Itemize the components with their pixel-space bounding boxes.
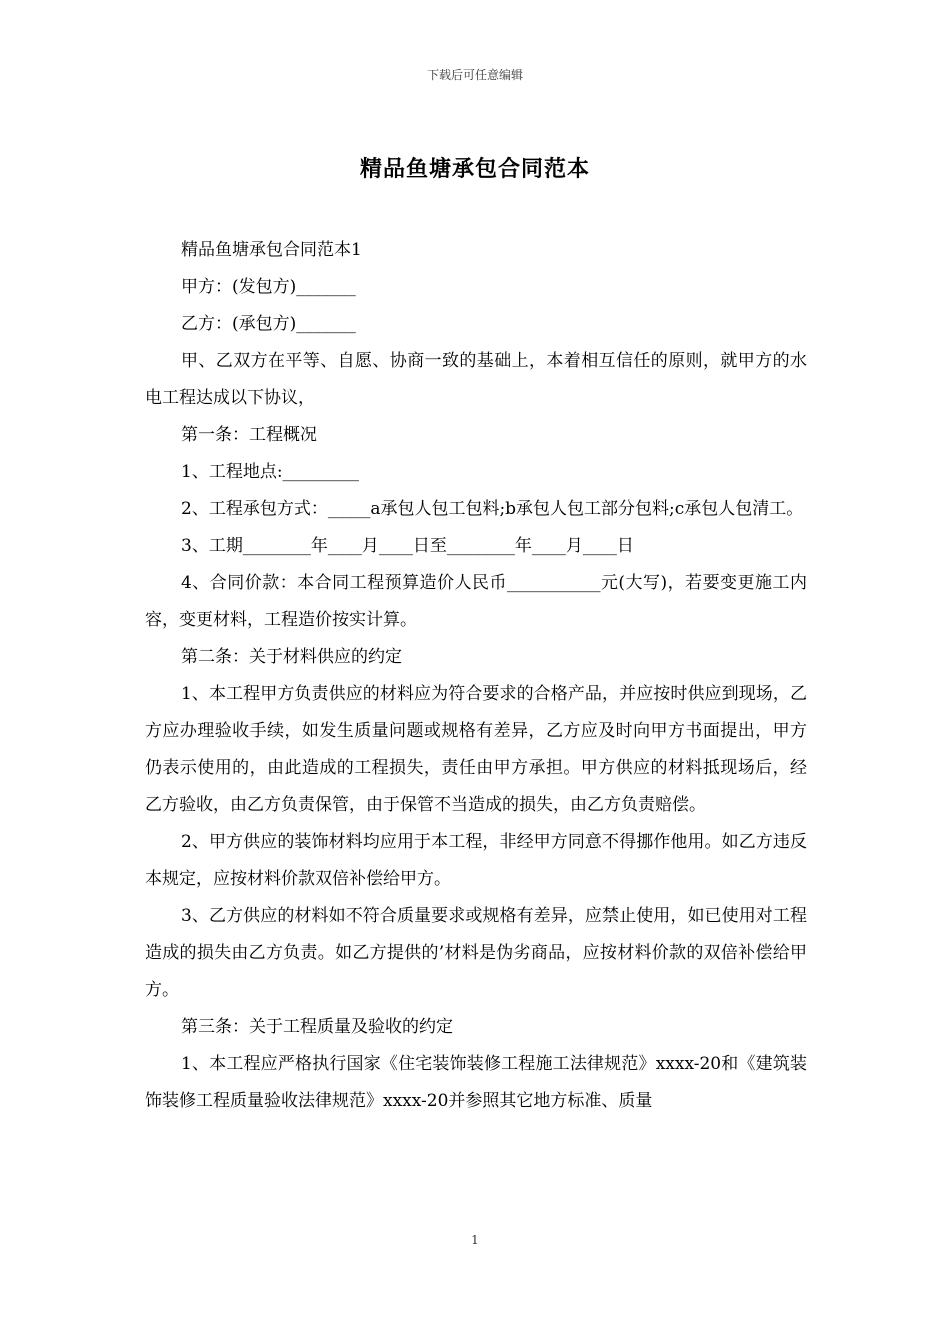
paragraph-article-3-heading: 第三条：关于工程质量及验收的约定 [181,1017,453,1037]
paragraph-subtitle: 精品鱼塘承包合同范本1 [181,240,362,260]
page-number: 1 [471,1233,479,1247]
paragraph-party-b: 乙方：(承包方)_______ [181,314,356,334]
paragraph-article-1-item-3: 3、工期________年____月____日至________年____月____日 [181,536,634,556]
paragraph-article-2-heading: 第二条：关于材料供应的约定 [181,647,402,667]
paragraph-article-1-heading: 第一条：工程概况 [181,425,317,445]
paragraph-article-3-item-1: 1、本工程应严格执行国家《住宅装饰装修工程施工法律规范》xxxx-20和《建筑装饰装修工程质量验收法律规范》xxxx-20并参照其它地方标准、质量 [145,1054,807,1111]
paragraph-article-2-item-2: 2、甲方供应的装饰材料均应用于本工程，非经甲方同意不得挪作他用。如乙方违反本规定，应按材料价款双倍补偿给甲方。 [145,832,807,889]
header-note: 下载后可任意编辑 [426,68,523,82]
paragraph-article-1-item-1: 1、工程地点:_________ [181,462,360,482]
paragraph-party-a: 甲方：(发包方)_______ [181,277,356,297]
document-body [145,232,807,1120]
paragraph-article-1-item-4: 4、合同价款：本合同工程预算造价人民币___________元(大写)，若要变更施工内容，变更材料，工程造价按实计算。 [145,573,807,630]
document-title: 精品鱼塘承包合同范本 [359,156,590,182]
paragraph-article-2-item-1: 1、本工程甲方负责供应的材料应为符合要求的合格产品，并应按时供应到现场，乙方应办理验收手续，如发生质量问题或规格有差异，乙方应及时向甲方书面提出，甲方仍表示使用的，由此造成的工程损失，责任由甲方承担。甲方供应的材料抵现场后，经乙方验收，由乙方负责保管，由于保管不当造成的损失，由乙方负责赔偿。 [145,684,807,815]
paragraph-article-2-item-3: 3、乙方供应的材料如不符合质量要求或规格有差异，应禁止使用，如已使用对工程造成的损失由乙方负责。如乙方提供的’材料是伪劣商品，应按材料价款的双倍补偿给甲方。 [145,906,807,1000]
paragraph-preamble: 甲、乙双方在平等、自愿、协商一致的基础上，本着相互信任的原则，就甲方的水电工程达成以下协议， [145,351,807,408]
paragraph-article-1-item-2: 2、工程承包方式：_____a承包人包工包料;b承包人包工部分包料;c承包人包清工。 [181,499,804,519]
